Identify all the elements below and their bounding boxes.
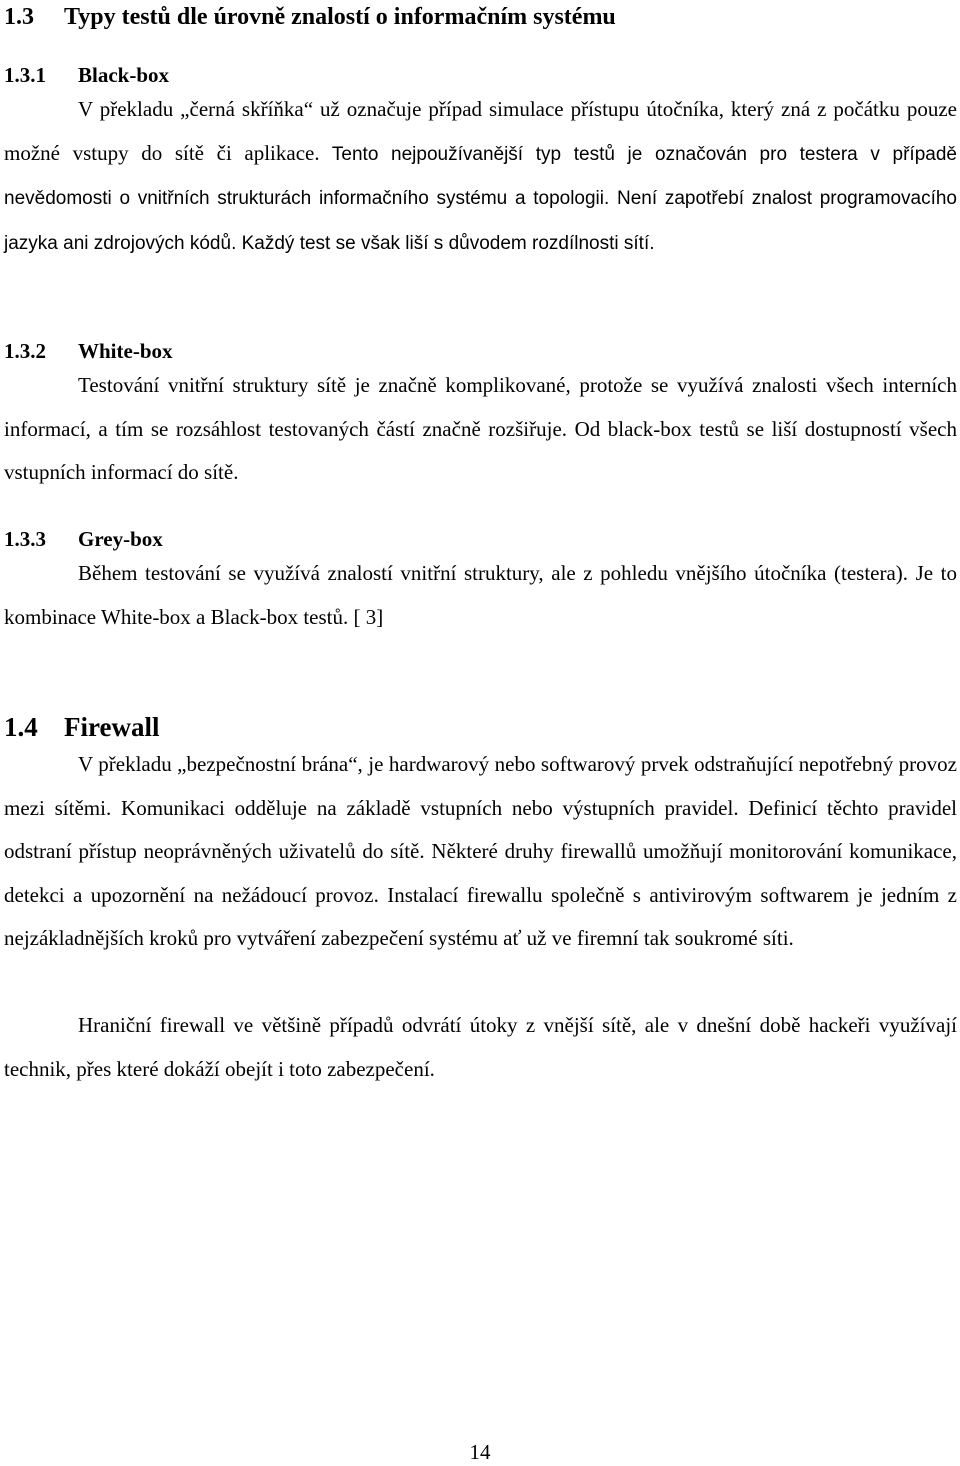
section-heading-1-4 (4, 711, 159, 743)
section-heading-1-3-2 (4, 337, 173, 365)
section-heading-1-3 (4, 2, 616, 32)
paragraph-text-serif: V překladu „černá skříňka“ už označuje případ simulace přístupu útočníka, který zná z počátku pouze možné vstupy do sítě či aplikace. (4, 97, 957, 165)
section-title: Typy testů dle úrovně znalostí o informačním systému (64, 4, 616, 30)
paragraph-text-sans: Tento nejpoužívanější typ testů je označován pro testera v případě nevědomosti o vnitřních strukturách informačního systému a topologii. Není zapotřebí znalost programovacího jazyka ani zdrojových kódů. Každý test se však liší s důvodem rozdílnosti sítí. (4, 143, 957, 254)
section-number: 1.3.2 (4, 339, 46, 363)
section-number: 1.3.3 (4, 527, 46, 551)
paragraph-firewall-2: Hraniční firewall ve většině případů odvrátí útoky z vnější sítě, ale v dnešní době hackeři využívají technik, přes které dokáží obejít i toto zabezpečení. (4, 1013, 957, 1081)
section-title: Grey-box (78, 527, 163, 551)
paragraph-white-box: Testování vnitřní struktury sítě je značně komplikované, protože se využívá znalosti všech interních informací, a tím se rozsáhlost testovaných částí značně rozšiřuje. Od black-box testů se liší dostupností všech vstupních informací do sítě. (4, 373, 957, 484)
section-heading-1-3-3 (4, 525, 163, 553)
section-title: White-box (78, 339, 173, 363)
paragraph-black-box (4, 88, 957, 265)
section-number: 1.3 (4, 4, 34, 30)
section-heading-1-3-1 (4, 61, 169, 89)
section-title: Black-box (78, 63, 170, 87)
section-number: 1.4 (4, 712, 38, 742)
section-title: Firewall (64, 712, 160, 742)
paragraph-firewall-1: V překladu „bezpečnostní brána“, je hardwarový nebo softwarový prvek odstraňující nepotřebný provoz mezi sítěmi. Komunikaci odděluje na základě vstupních nebo výstupních pravidel. Definicí těchto pravidel odstraní přístup neoprávněných uživatelů do sítě. Některé druhy firewallů umožňují monitorování komunikace, detekci a upozornění na nežádoucí provoz. Instalací firewallu společně s antivirovým softwarem je jedním z nejzákladnějších kroků pro vytváření zabezpečení systému ať už ve firemní tak soukromé síti. (4, 752, 957, 950)
page-number: 14 (469, 1440, 491, 1464)
paragraph-grey-box: Během testování se využívá znalostí vnitřní struktury, ale z pohledu vnějšího útočníka (testera). Je to kombinace White-box a Black-box testů. [ 3] (4, 561, 957, 629)
section-number: 1.3.1 (4, 63, 46, 87)
